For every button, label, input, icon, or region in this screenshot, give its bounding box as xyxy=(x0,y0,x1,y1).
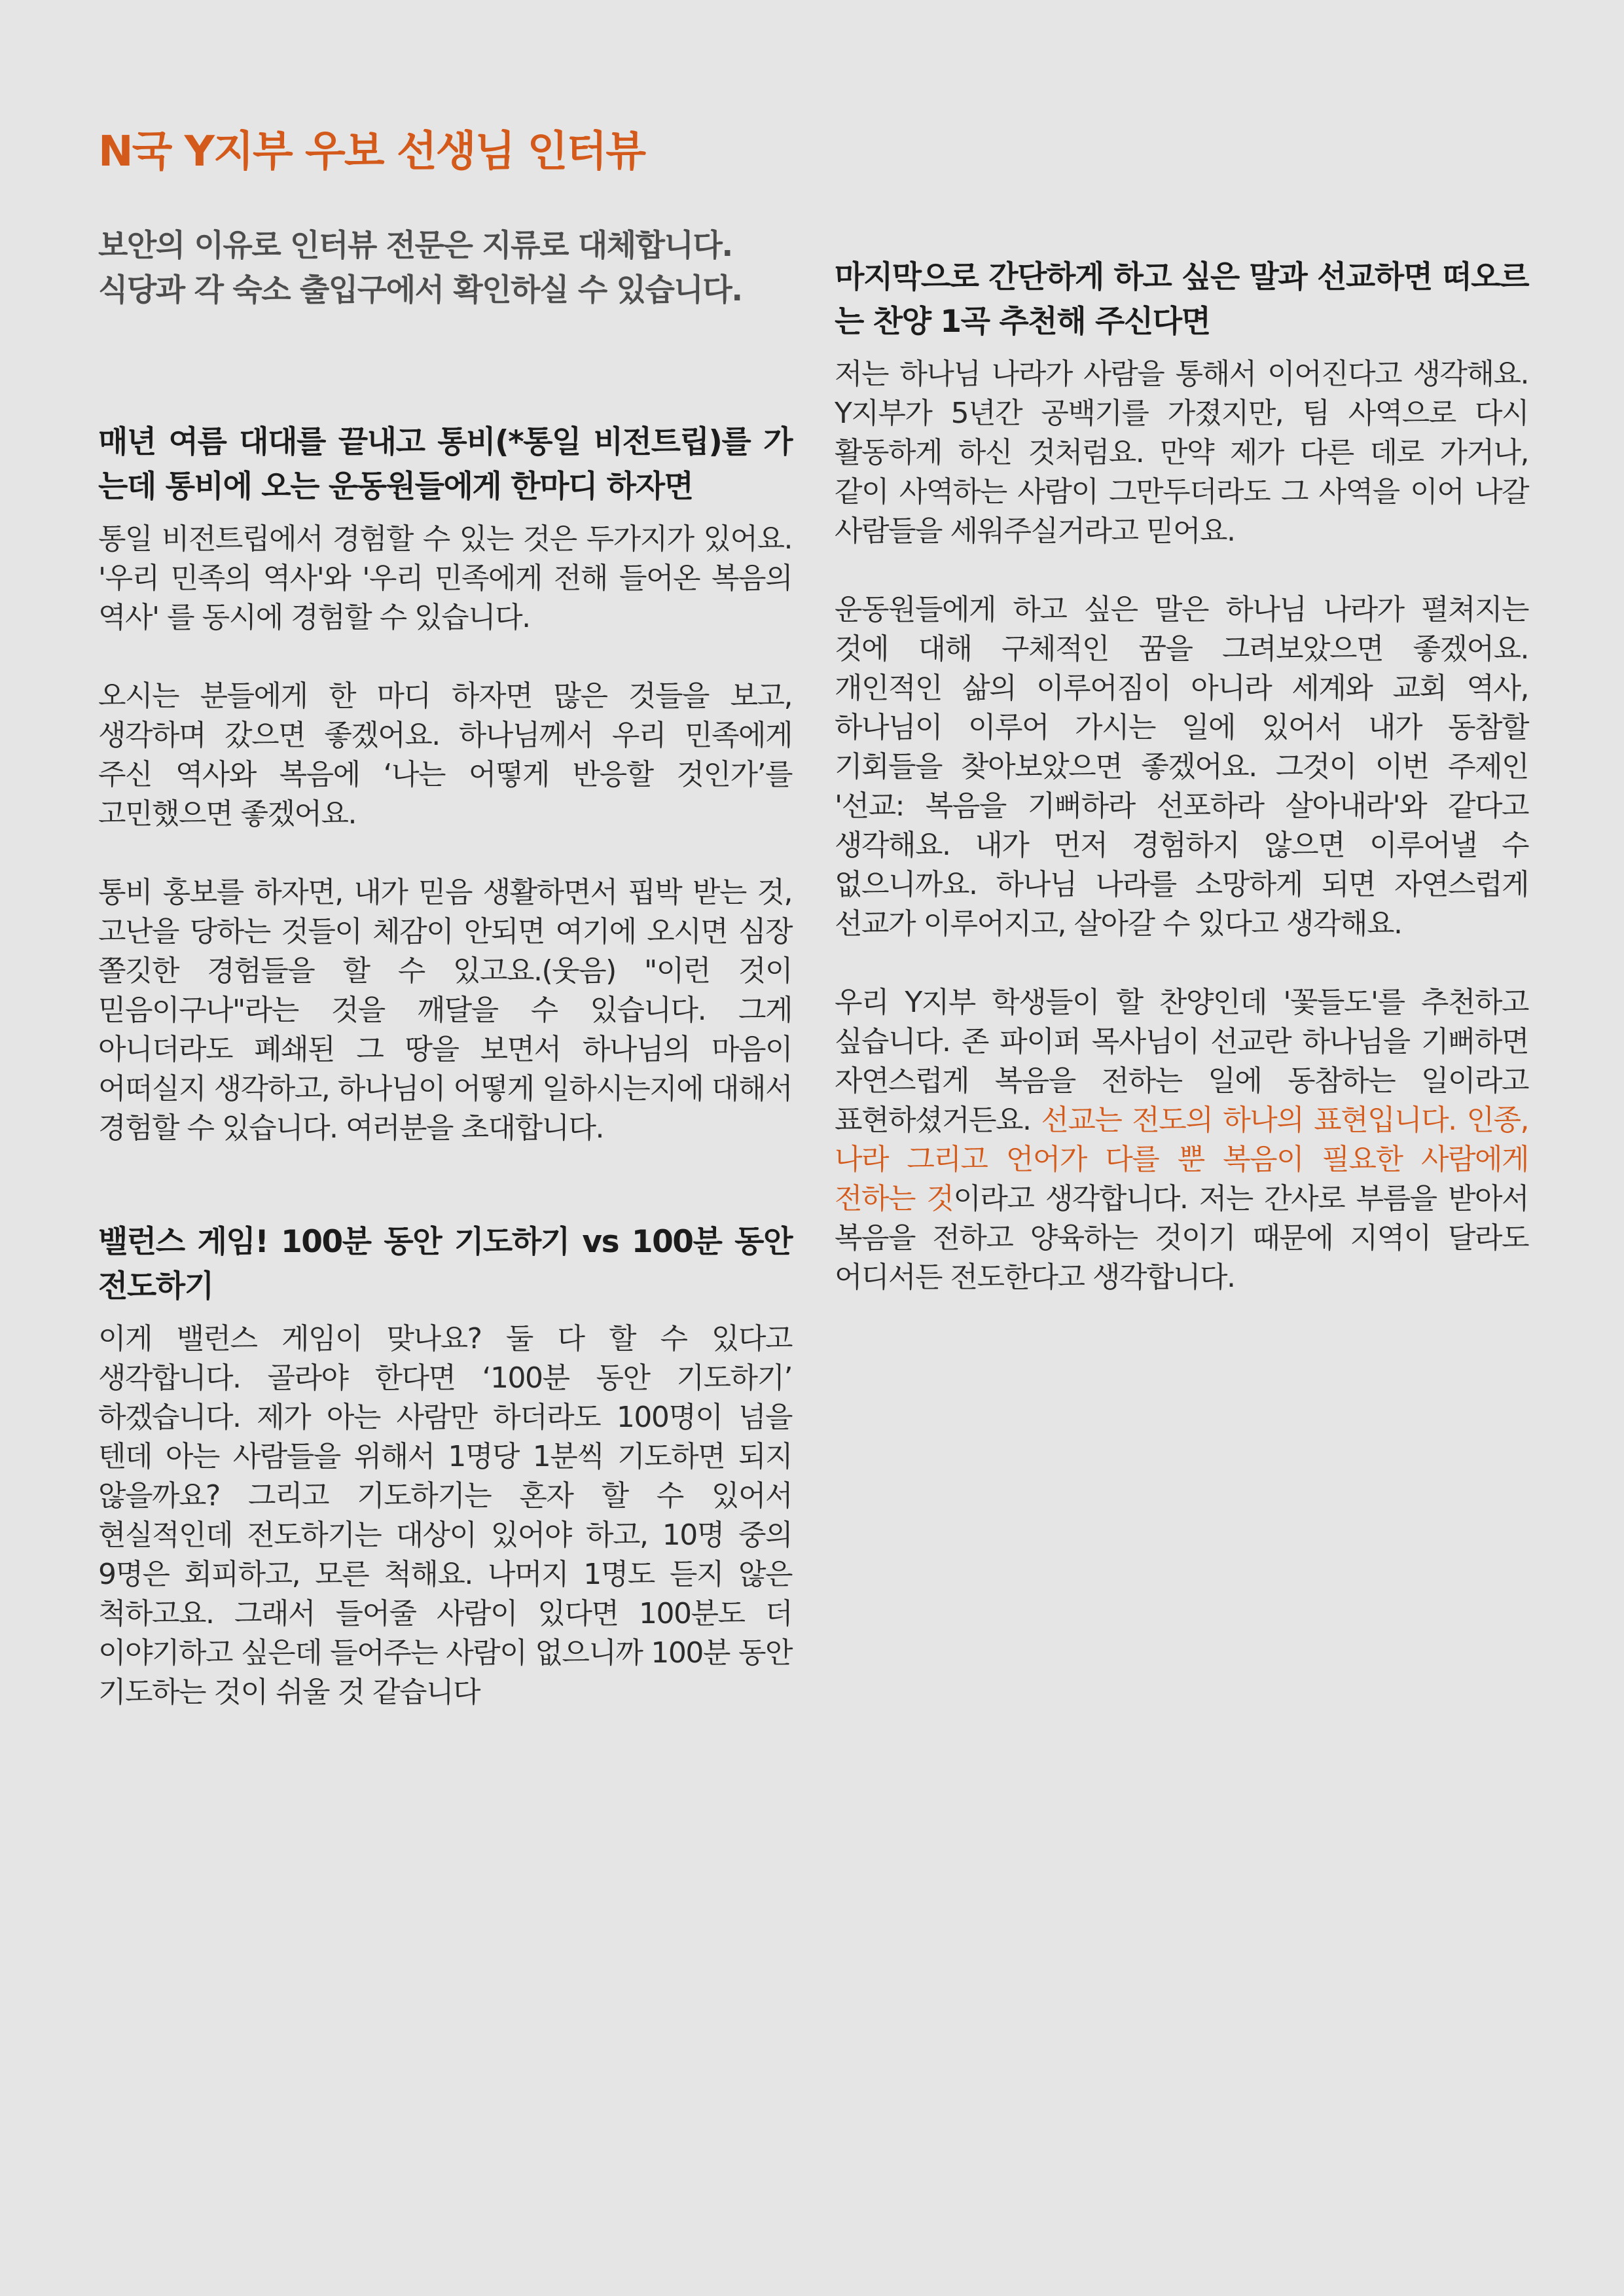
answer-text: 이라고 생각합니다. 저는 간사로 부름을 받아서 복음을 전하고 양육하는 것이기 때문에 지역이 달라도 어디서든 전도한다고 생각합니다. xyxy=(835,1182,1528,1294)
answer-paragraph xyxy=(835,983,1528,1297)
left-column xyxy=(98,420,792,1712)
highlighted-quote: 선교는 전도의 하나의 표현입니다. 인종, 나라 그리고 언어가 다를 뿐 복음이 필요한 사람에게 전하는 것 xyxy=(835,1103,1528,1215)
notice-line-1: 보안의 이유로 인터뷰 전문은 지류로 대체합니다. xyxy=(98,228,732,264)
answer-paragraph: 운동원들에게 하고 싶은 말은 하나님 나라가 펼쳐지는 것에 대해 구체적인 꿈을 그려보았으면 좋겠어요. 개인적인 삶의 이루어짐이 아니라 세계와 교회 역사, 하나님이 이루어 가시는 일에 있어서 내가 동참할 기회들을 찾아보았으면 좋겠어요. 그것이 이번 주제인 '선교: 복음을 기뻐하라 선포하라 살아내라'와 같다고 생각해요. 내가 먼저 경험하지 않으면 이루어낼 수 없으니까요. 하나님 나라를 소망하게 되면 자연스럽게 선교가 이루어지고, 살아갈 수 있다고 생각해요. xyxy=(835,593,1528,941)
question-heading: 매년 여름 대대를 끝내고 통비(*통일 비전트립)를 가는데 통비에 오는 운동원들에게 한마디 하자면 xyxy=(98,424,792,505)
interview-section-balance-game xyxy=(98,1220,792,1712)
page-title: N국 Y지부 우보 선생님 인터뷰 xyxy=(98,128,645,176)
answer-text: 우리 Y지부 학생들이 할 찬양인데 '꽃들도'를 추천하고 싶습니다. 존 파이퍼 목사님이 선교란 하나님을 기뻐하면 자연스럽게 복음을 전하는 일에 동참하는 일이라고 표현하셨거든요. xyxy=(835,986,1528,1137)
answer-paragraph: 오시는 분들에게 한 마디 하자면 많은 것들을 보고, 생각하며 갔으면 좋겠어요. 하나님께서 우리 민족에게 주신 역사와 복음에 ‘나는 어떻게 반응할 것인가’를 고민했으면 좋겠어요. xyxy=(98,679,792,831)
interview-section-tongbi xyxy=(98,420,792,1148)
interview-section-closing xyxy=(835,255,1528,1297)
notice-line-2: 식당과 각 숙소 출입구에서 확인하실 수 있습니다. xyxy=(98,272,742,308)
question-heading: 밸런스 게임! 100분 동안 기도하기 vs 100분 동안 전도하기 xyxy=(98,1224,792,1304)
answer-paragraph: 저는 하나님 나라가 사람을 통해서 이어진다고 생각해요. Y지부가 5년간 공백기를 가졌지만, 팀 사역으로 다시 활동하게 하신 것처럼요. 만약 제가 다른 데로 가거나, 같이 사역하는 사람이 그만두더라도 그 사역을 이어 나갈 사람들을 세워주실거라고 믿어요. xyxy=(835,357,1528,548)
right-column xyxy=(835,255,1528,1297)
question-heading: 마지막으로 간단하게 하고 싶은 말과 선교하면 떠오르는 찬양 1곡 추천해 주신다면 xyxy=(835,259,1528,340)
security-notice xyxy=(98,224,792,313)
answer-paragraph: 통일 비전트립에서 경험할 수 있는 것은 두가지가 있어요. '우리 민족의 역사'와 '우리 민족에게 전해 들어온 복음의 역사' 를 동시에 경험할 수 있습니다. xyxy=(98,522,792,634)
answer-paragraph: 통비 홍보를 하자면, 내가 믿음 생활하면서 핍박 받는 것, 고난을 당하는 것들이 체감이 안되면 여기에 오시면 심장 쫄깃한 경험들을 할 수 있고요.(웃음) "이런 것이 믿음이구나"라는 것을 깨달을 수 있습니다. 그게 아니더라도 폐쇄된 그 땅을 보면서 하나님의 마음이 어떠실지 생각하고, 하나님이 어떻게 일하시는지에 대해서 경험할 수 있습니다. 여러분을 초대합니다. xyxy=(98,876,792,1145)
answer-paragraph: 이게 밸런스 게임이 맞나요? 둘 다 할 수 있다고 생각합니다. 골라야 한다면 ‘100분 동안 기도하기’ 하겠습니다. 제가 아는 사람만 하더라도 100명이 넘을 텐데 아는 사람들을 위해서 1명당 1분씩 기도하면 되지 않을까요? 그리고 기도하기는 혼자 할 수 있어서 현실적인데 전도하기는 대상이 있어야 하고, 10명 중의 9명은 회피하고, 모른 척해요. 나머지 1명도 듣지 않은 척하고요. 그래서 들어줄 사람이 있다면 100분도 더 이야기하고 싶은데 들어주는 사람이 없으니까 100분 동안 기도하는 것이 쉬울 것 같습니다 xyxy=(98,1322,792,1709)
